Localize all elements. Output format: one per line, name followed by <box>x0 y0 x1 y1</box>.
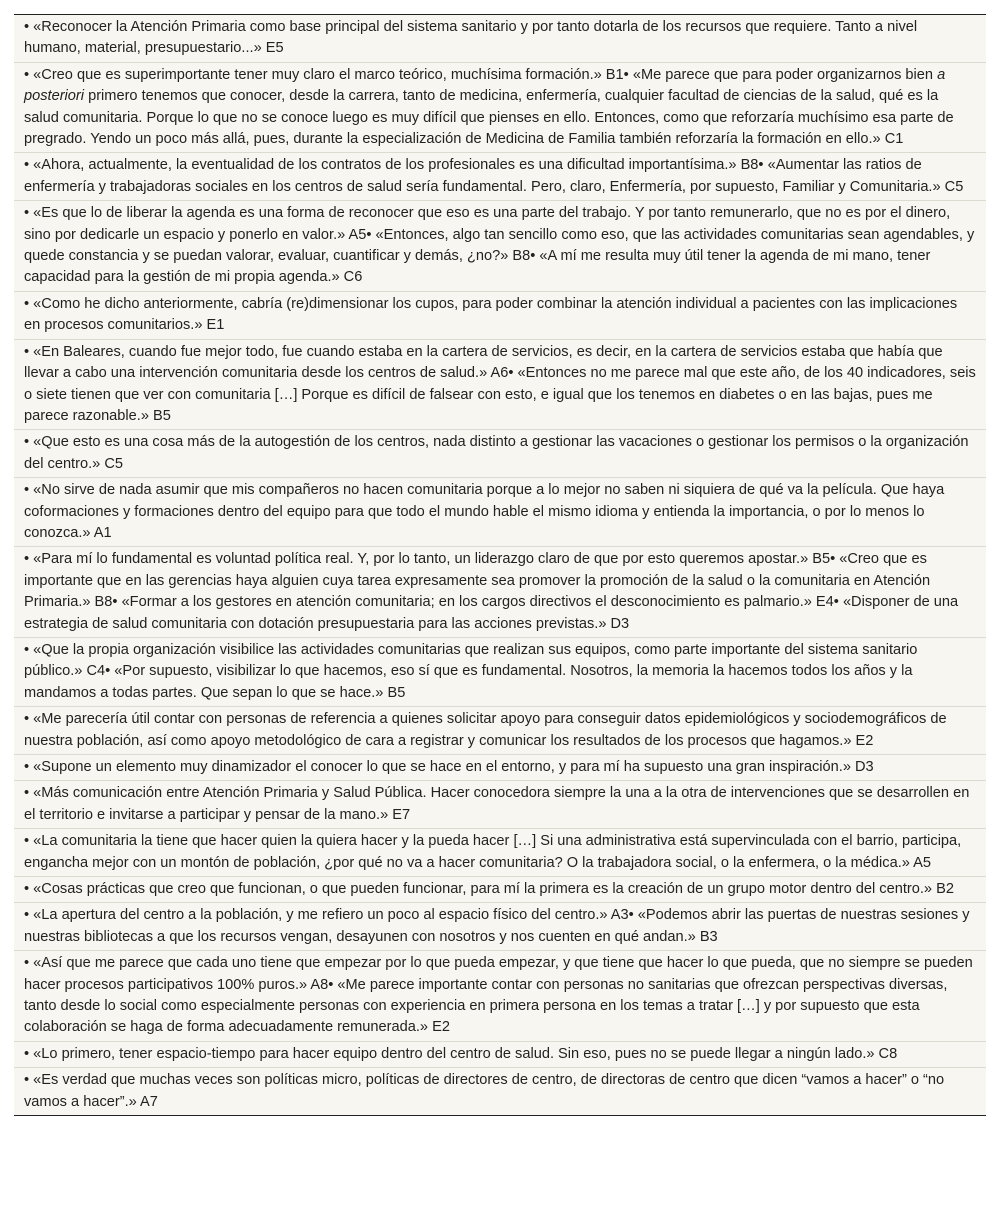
quote-row: • «Es que lo de liberar la agenda es una forma de reconocer que eso es una parte del trabajo. Y por tanto remunerarlo, que no es por el dinero, sino por dedicarle un espacio y ponerlo en valor.» A5• «Entonces, algo tan sencillo como eso, que las actividades comunitarias sean agendables, y quede constancia y se puedan valorar, evaluar, cuantificar y demás, ¿no?» B8• «A mí me resulta muy útil tener la agenda de mi mano, tener capacidad para la gestión de mi propia agenda.» C6 <box>14 201 986 292</box>
quote-row: • «Reconocer la Atención Primaria como base principal del sistema sanitario y por tanto dotarla de los recursos que requiere. Tanto a nivel humano, material, presupuestario...» E5 <box>14 15 986 63</box>
quote-row <box>14 63 986 154</box>
quote-row: • «Como he dicho anteriormente, cabría (re)dimensionar los cupos, para poder combinar la atención individual a pacientes con las implicaciones en procesos comunitarios.» E1 <box>14 292 986 340</box>
quote-row: • «En Baleares, cuando fue mejor todo, fue cuando estaba en la cartera de servicios, es decir, en la cartera de servicios estaba que había que llevar a cabo una intervención comunitaria desde los centros de salud.» A6• «Entonces no me parece mal que este año, de los 40 indicadores, seis o siete tienen que ver con comunitaria […] Porque es difícil de falsear con esto, e igual que los tenemos en diabetes o en las bajas, pues me parece razonable.» B5 <box>14 340 986 431</box>
quote-row: • «La comunitaria la tiene que hacer quien la quiera hacer y la pueda hacer […] Si una administrativa está supervinculada con el barrio, participa, engancha mejor con un montón de población, ¿por qué no va a hacer comunitaria? O la trabajadora social, o la enfermera, o la médica.» A5 <box>14 829 986 877</box>
quote-text-italic: a posteriori <box>24 66 946 105</box>
quotes-table <box>14 14 986 1116</box>
quote-row: • «Ahora, actualmente, la eventualidad de los contratos de los profesionales es una dificultad importantísima.» B8• «Aumentar las ratios de enfermería y trabajadoras sociales en los centros de salud sería fundamental. Pero, claro, Enfermería, por supuesto, Familiar y Comunitaria.» C5 <box>14 153 986 201</box>
quote-row: • «Para mí lo fundamental es voluntad política real. Y, por lo tanto, un liderazgo claro de que por esto queremos apostar.» B5• «Creo que es importante que en las gerencias haya alguien cuya tarea expresamente sea promover la promoción de la salud o la comunitaria en Atención Primaria.» B8• «Formar a los gestores en atención comunitaria; en los cargos directivos el desconocimiento es palmario.» E4• «Disponer de una estrategia de salud comunitaria con dotación presupuestaria para las acciones previstas.» D3 <box>14 547 986 638</box>
quote-text-after: primero tenemos que conocer, desde la carrera, tanto de medicina, enfermería, cualquier facultad de ciencias de la salud, qué es la salud comunitaria. Porque lo que no se conoce luego es muy difícil que pienses en ello. Entonces, como que reforzaría muchísimo esa parte de pregrado. Yendo un poco más allá, pues, durante la especialización de Medicina de Familia también reforzaría la formación en ello.» C1 <box>24 88 954 148</box>
quote-row: • «Más comunicación entre Atención Primaria y Salud Pública. Hacer conocedora siempre la una a la otra de intervenciones que se desarrollen en el territorio e invitarse a participar y pensar de la mano.» E7 <box>14 781 986 829</box>
quote-row: • «Cosas prácticas que creo que funcionan, o que pueden funcionar, para mí la primera es la creación de un grupo motor dentro del centro.» B2 <box>14 877 986 903</box>
quote-row: • «Supone un elemento muy dinamizador el conocer lo que se hace en el entorno, y para mí ha supuesto una gran inspiración.» D3 <box>14 755 986 781</box>
quote-row: • «No sirve de nada asumir que mis compañeros no hacen comunitaria porque a lo mejor no saben ni siquiera de qué va la película. Que haya coformaciones y formaciones dentro del equipo para que todo el mundo hable el mismo idioma y entienda la importancia, o por lo menos lo conozca.» A1 <box>14 478 986 547</box>
quote-row: • «La apertura del centro a la población, y me refiero un poco al espacio físico del centro.» A3• «Podemos abrir las puertas de nuestras sesiones y nuestras bibliotecas a que los recursos vengan, desayunen con nosotros y nos cuenten en qué andan.» B3 <box>14 903 986 951</box>
quote-text-before: • «Creo que es superimportante tener muy claro el marco teórico, muchísima formación.» B1• «Me parece que para poder organizarnos bien <box>24 66 938 83</box>
quote-row: • «Lo primero, tener espacio-tiempo para hacer equipo dentro del centro de salud. Sin eso, pues no se puede llegar a ningún lado.» C8 <box>14 1042 986 1068</box>
quote-row: • «Que esto es una cosa más de la autogestión de los centros, nada distinto a gestionar las vacaciones o gestionar los permisos o la organización del centro.» C5 <box>14 430 986 478</box>
quote-row: • «Es verdad que muchas veces son políticas micro, políticas de directores de centro, de directoras de centro que dicen “vamos a hacer” o “no vamos a hacer”.» A7 <box>24 1072 945 1110</box>
quote-row: • «Así que me parece que cada uno tiene que empezar por lo que pueda empezar, y que tiene que hacer lo que pueda, que no siempre se pueden hacer procesos participativos 100% puros.» A8• «Me parece importante contar con personas no sanitarias que ofrezcan perspectivas diversas, tanto desde lo social como especialmente personas con experiencia en primera persona en los temas a tratar […] y por supuesto que esta colaboración se haga de forma adecuadamente remunerada.» E2 <box>14 951 986 1042</box>
quote-row: • «Me parecería útil contar con personas de referencia a quienes solicitar apoyo para conseguir datos epidemiológicos y sociodemográficos de nuestra población, así como apoyo metodológico de cara a registrar y comunicar los resultados de los procesos que hagamos.» E2 <box>14 707 986 755</box>
quote-row: • «Que la propia organización visibilice las actividades comunitarias que realizan sus equipos, como parte importante del sistema sanitario público.» C4• «Por supuesto, visibilizar lo que hacemos, eso sí que es fundamental. Nosotros, la memoria la hacemos todos los años y la mandamos a todas partes. Que sepan lo que se hace.» B5 <box>14 638 986 707</box>
